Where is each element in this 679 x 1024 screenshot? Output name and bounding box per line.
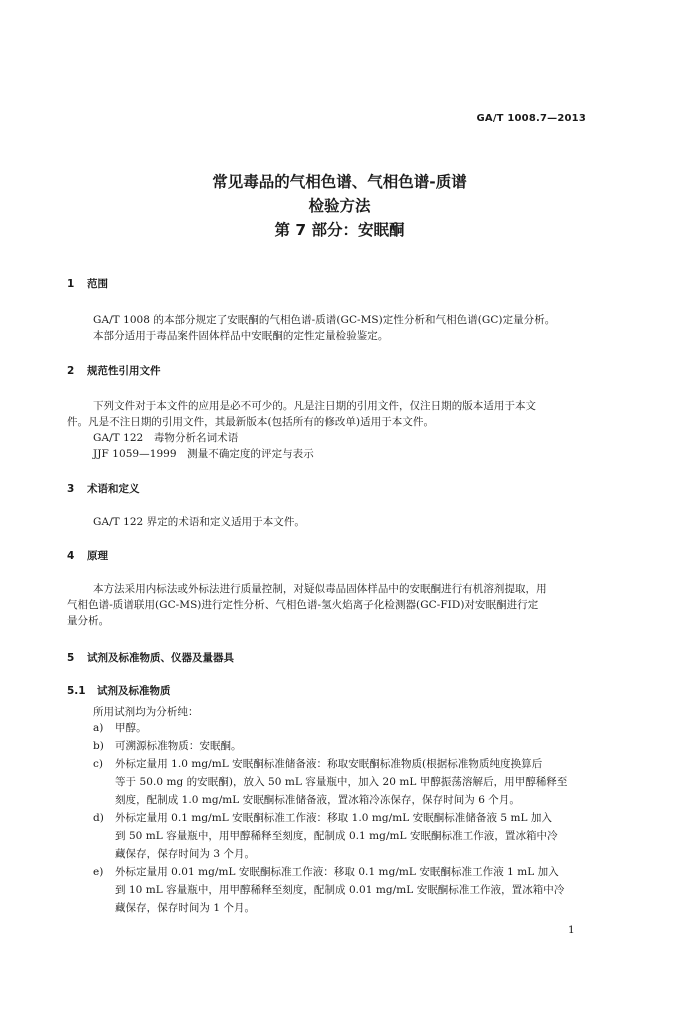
list-item-continuation: 藏保存，保存时间为 1 个月。 (115, 902, 256, 914)
section-title: 术语和定义 (87, 483, 140, 495)
paragraph-line: 量分析。 (67, 615, 110, 627)
list-item-label: a) (93, 722, 104, 734)
section-4-heading (67, 548, 108, 563)
list-item-label: e) (93, 866, 104, 878)
list-item: 外标定量用 0.01 mg/mL 安眠酮标准工作液：移取 0.1 mg/mL 安眠酮标准工作液 1 mL 加入 (115, 866, 559, 878)
reference-item: GA/T 122 毒物分析名词术语 (93, 432, 239, 444)
list-item: 甲醇。 (115, 722, 147, 734)
paragraph-line: 气相色谱-质谱联用(GC-MS)进行定性分析、气相色谱-氢火焰离子化检测器(GC-FID)对安眠酮进行定 (67, 599, 539, 611)
list-item-label: b) (93, 740, 104, 752)
paragraph-line: GA/T 1008 的本部分规定了安眠酮的气相色谱-质谱(GC-MS)定性分析和气相色谱(GC)定量分析。 (93, 314, 556, 326)
section-5-1-heading (67, 683, 171, 698)
section-number: 4 (67, 550, 75, 562)
list-item-continuation: 刻度，配制成 1.0 mg/mL 安眠酮标准储备液，置冰箱冷冻保存，保存时间为 6 个月。 (115, 794, 520, 806)
section-5-heading (67, 650, 234, 665)
list-item-continuation: 等于 50.0 mg 的安眠酮)，放入 50 mL 容量瓶中，加入 20 mL 甲醇振荡溶解后，用甲醇稀释至 (115, 776, 568, 788)
section-3-heading (67, 481, 140, 496)
paragraph-line: 本方法采用内标法或外标法进行质量控制，对疑似毒品固体样品中的安眠酮进行有机溶剂提取，用 (93, 583, 547, 595)
section-title: 范围 (87, 278, 108, 290)
list-item-label: c) (93, 758, 104, 770)
section-title: 原理 (87, 550, 108, 562)
section-2-heading (67, 363, 161, 378)
list-item: 可溯源标准物质：安眠酮。 (115, 740, 242, 752)
page-number: 1 (568, 924, 575, 936)
section-title: 试剂及标准物质 (97, 685, 171, 697)
list-item: 外标定量用 1.0 mg/mL 安眠酮标准储备液：称取安眠酮标准物质(根据标准物质纯度换算后 (115, 758, 543, 770)
section-number: 5.1 (67, 685, 86, 697)
list-item-label: d) (93, 812, 104, 824)
section-number: 5 (67, 652, 75, 664)
paragraph-line: 件。凡是不注日期的引用文件，其最新版本(包括所有的修改单)适用于本文件。 (67, 416, 434, 428)
list-item: 外标定量用 0.1 mg/mL 安眠酮标准工作液：移取 1.0 mg/mL 安眠酮标准储备液 5 mL 加入 (115, 812, 553, 824)
reference-item: JJF 1059—1999 测量不确定度的评定与表示 (93, 448, 314, 460)
section-number: 3 (67, 483, 75, 495)
section-1-heading (67, 276, 108, 291)
title-line-3: 第 7 部分：安眠酮 (274, 221, 405, 239)
section-number: 1 (67, 278, 75, 290)
section-title: 规范性引用文件 (87, 365, 161, 377)
list-item-continuation: 藏保存，保存时间为 3 个月。 (115, 848, 256, 860)
standard-code: GA/T 1008.7—2013 (476, 113, 586, 124)
paragraph-line: 本部分适用于毒品案件固体样品中安眠酮的定性定量检验鉴定。 (93, 330, 389, 342)
list-item-continuation: 到 10 mL 容量瓶中，用甲醇稀释至刻度，配制成 0.01 mg/mL 安眠酮标准工作液，置冰箱中冷 (115, 884, 565, 896)
section-title: 试剂及标准物质、仪器及量器具 (87, 652, 234, 664)
title-line-1: 常见毒品的气相色谱、气相色谱-质谱 (212, 173, 467, 191)
list-item-continuation: 到 50 mL 容量瓶中，用甲醇稀释至刻度，配制成 0.1 mg/mL 安眠酮标准工作液，置冰箱中冷 (115, 830, 558, 842)
list-intro: 所用试剂均为分析纯： (93, 706, 199, 718)
title-line-2: 检验方法 (308, 197, 371, 215)
paragraph-line: 下列文件对于本文件的应用是必不可少的。凡是注日期的引用文件，仅注日期的版本适用于本文 (93, 400, 537, 412)
section-number: 2 (67, 365, 75, 377)
paragraph-line: GA/T 122 界定的术语和定义适用于本文件。 (93, 516, 305, 528)
